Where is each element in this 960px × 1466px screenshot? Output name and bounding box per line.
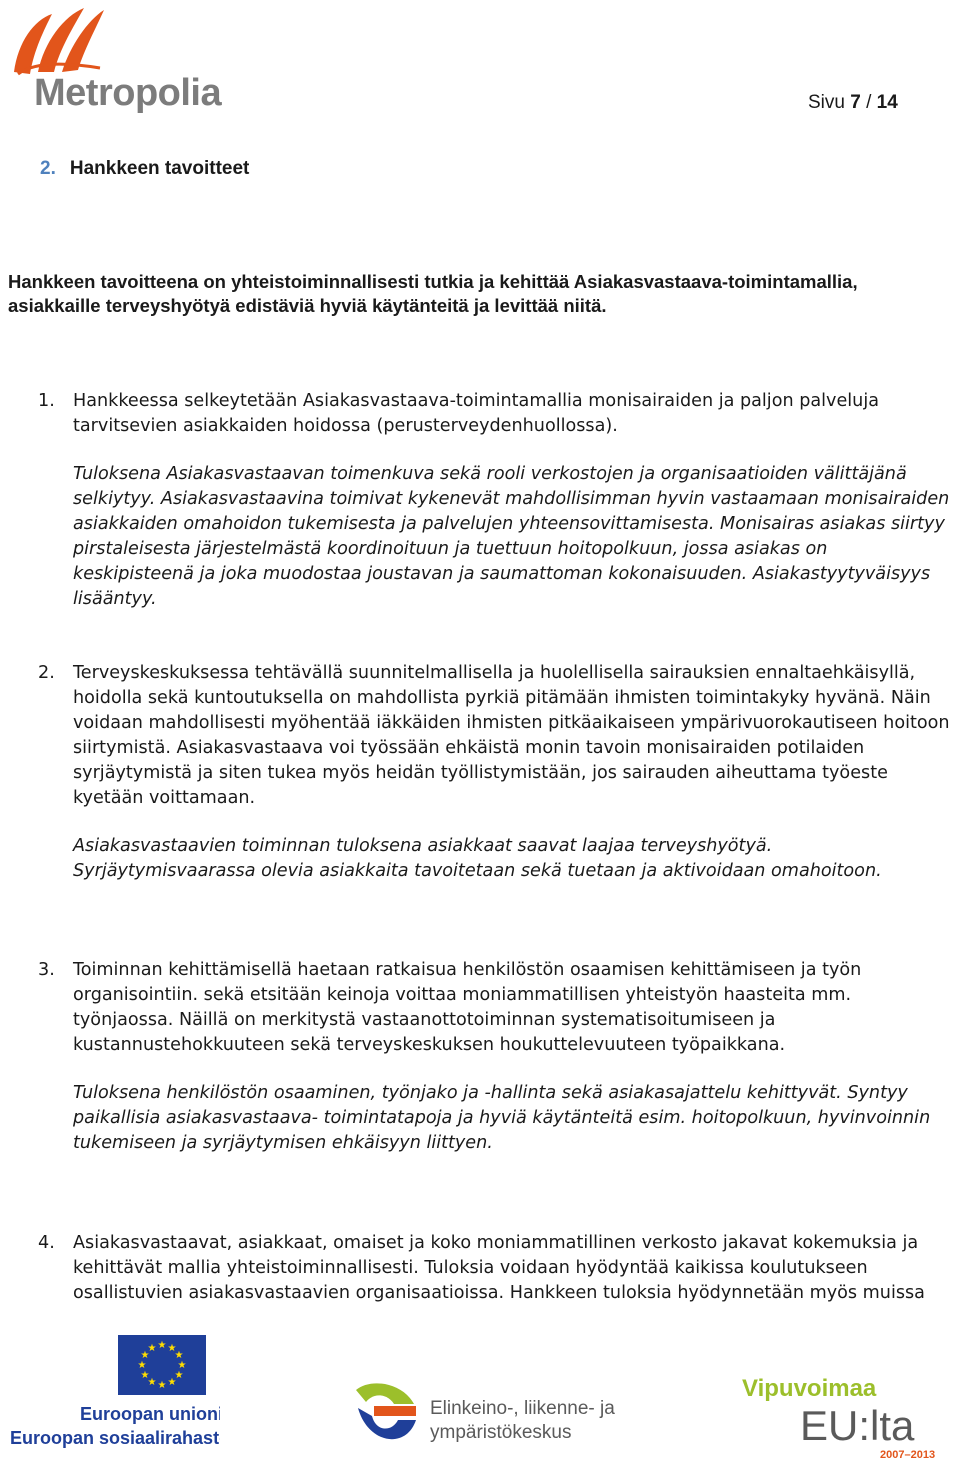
section-number: 2. [40, 158, 56, 179]
metropolia-logo [4, 2, 222, 114]
section-title: Hankkeen tavoitteet [69, 158, 250, 179]
goal-item-4 [38, 1231, 953, 1306]
page-current: 7 [850, 92, 861, 113]
page-total: 14 [876, 92, 898, 113]
svg-text:★: ★ [167, 1377, 177, 1388]
metropolia-logo-text: Metropolia [34, 72, 222, 114]
svg-text:★: ★ [147, 1343, 157, 1354]
ely-emblem-icon [350, 1380, 620, 1450]
goal-number: 1. [38, 391, 55, 411]
goal-text: Hankkeessa selkeytetään Asiakasvastaava-toimintamallia monisairaiden ja paljon palveluja tarvitsevien asiakkaiden hoidossa (perusterveydenhuollossa). [73, 391, 879, 436]
goal-number: 3. [38, 960, 55, 980]
vipuvoimaa-emblem [740, 1372, 955, 1462]
eu-line2: Euroopan sosiaalirahasto [10, 1428, 220, 1448]
svg-text:★: ★ [174, 1350, 184, 1361]
svg-text:★: ★ [157, 1340, 167, 1351]
ely-logo [350, 1380, 620, 1450]
page-number [808, 92, 898, 114]
eu-line1: Euroopan unioni [80, 1404, 220, 1424]
vipuvoimaa-logo [740, 1372, 955, 1462]
ely-line2: ympäristökeskus [430, 1422, 572, 1443]
goal-item-1 [38, 389, 953, 612]
goal-number: 4. [38, 1233, 55, 1253]
svg-text:★: ★ [167, 1343, 177, 1354]
svg-text:★: ★ [157, 1380, 167, 1391]
svg-text:★: ★ [140, 1350, 150, 1361]
svg-text:★: ★ [147, 1377, 157, 1388]
page-prefix: Sivu [808, 92, 845, 113]
goal-text: Asiakasvastaavat, asiakkaat, omaiset ja koko moniammatillinen verkosto jakavat kokemuksia ja kehittävät mallia yhteistoiminnallisesti. Tuloksia voidaan hyödyntää kaikissa koulutukseen osallistuvien asiakasvastaavien organisaatioissa. Hankkeen tuloksia hyödynnetään myös muissa [73, 1233, 925, 1303]
ely-line1: Elinkeino-, liikenne- ja [430, 1398, 615, 1419]
vipu-years: 2007–2013 [880, 1449, 936, 1461]
svg-text:★: ★ [140, 1370, 150, 1381]
goal-item-2 [38, 661, 953, 884]
vipu-title: Vipuvoimaa [742, 1375, 877, 1402]
eu-logo [0, 1330, 220, 1462]
goal-result: Asiakasvastaavien toiminnan tuloksena asiakkaat saavat laajaa terveyshyötyä. Syrjäytymisvaarassa olevia asiakkaita tavoitetaan sekä tuetaan ja aktivoidaan omahoitoon. [73, 836, 882, 881]
svg-text:★: ★ [177, 1360, 187, 1371]
goal-result: Tuloksena henkilöstön osaaminen, työnjako ja -hallinta sekä asiakasajattelu kehittyvät. Syntyy paikallisia asiakasvastaava- toimintatapoja ja hyviä käytänteitä esim. hoitopolkuun, hyvinvoinnin tukemiseen ja syrjäytymisen ehkäisyyn liittyen. [73, 1083, 931, 1153]
vipu-eu: EU:lta [800, 1402, 915, 1449]
goal-result: Tuloksena Asiakasvastaavan toimenkuva sekä rooli verkostojen ja organisaatioiden välittäjänä selkiytyy. Asiakasvastaavina toimivat kykenevät mahdollisimman hyvin vastaamaan monisairaiden asiakkaiden omahoidon tukemisesta ja palvelujen yhteensovittamisesta. Monisairas asiakas siirtyy pirstaleisesta järjestelmästä koordinoituun ja tuettuun hoitopolkuun, jossa asiakas on keskipisteenä ja joka muodostaa joustavan ja saumattoman kokonaisuuden. Asiakastyytyväisyys lisääntyy. [73, 464, 950, 609]
page-separator: / [866, 92, 872, 113]
goal-text: Toiminnan kehittämisellä haetaan ratkaisua henkilöstön osaamisen kehittämiseen ja työn organisointiin. sekä etsitään keinoja voittaa moniammatillisen yhteistyön haasteita mm. työnjaossa. Näillä on merkitystä vastaanottotoiminnan systematisoitumiseen ja kustannustehokkuuteen sekä terveyskeskuksen houkuttelevuuteen työpaikkana. [73, 960, 862, 1055]
svg-text:★: ★ [174, 1370, 184, 1381]
goal-item-3 [38, 958, 953, 1156]
goal-number: 2. [38, 663, 55, 683]
goal-text: Terveyskeskuksessa tehtävällä suunnitelmallisella ja huolellisella sairauksien ennaltaehkäisyllä, hoidolla sekä kuntoutuksella on mahdollista pyrkiä pitämään ihmisten toimintakyky hyvänä. Näin voidaan mahdollisesti myöhentää iäkkäiden ihmisten pitkäaikaiseen ympärivuorokautiseen hoitoon siirtymistä. Asiakasvastaava voi työssään ehkäistä monin tavoin monisairaiden potilaiden syrjäytymistä ja siten tukea myös heidän työllistymistään, jos sairauden aiheuttama työeste kyetään voittamaan. [73, 663, 950, 808]
section-heading [40, 158, 249, 180]
eu-flag-icon [0, 1330, 220, 1462]
intro-paragraph: Hankkeen tavoitteena on yhteistoiminnallisesti tutkia ja kehittää Asiakasvastaava-toimintamallia, asiakkaille terveyshyötyä edistäviä hyviä käytänteitä ja levittää niitä. [8, 271, 858, 316]
svg-text:★: ★ [137, 1360, 147, 1371]
